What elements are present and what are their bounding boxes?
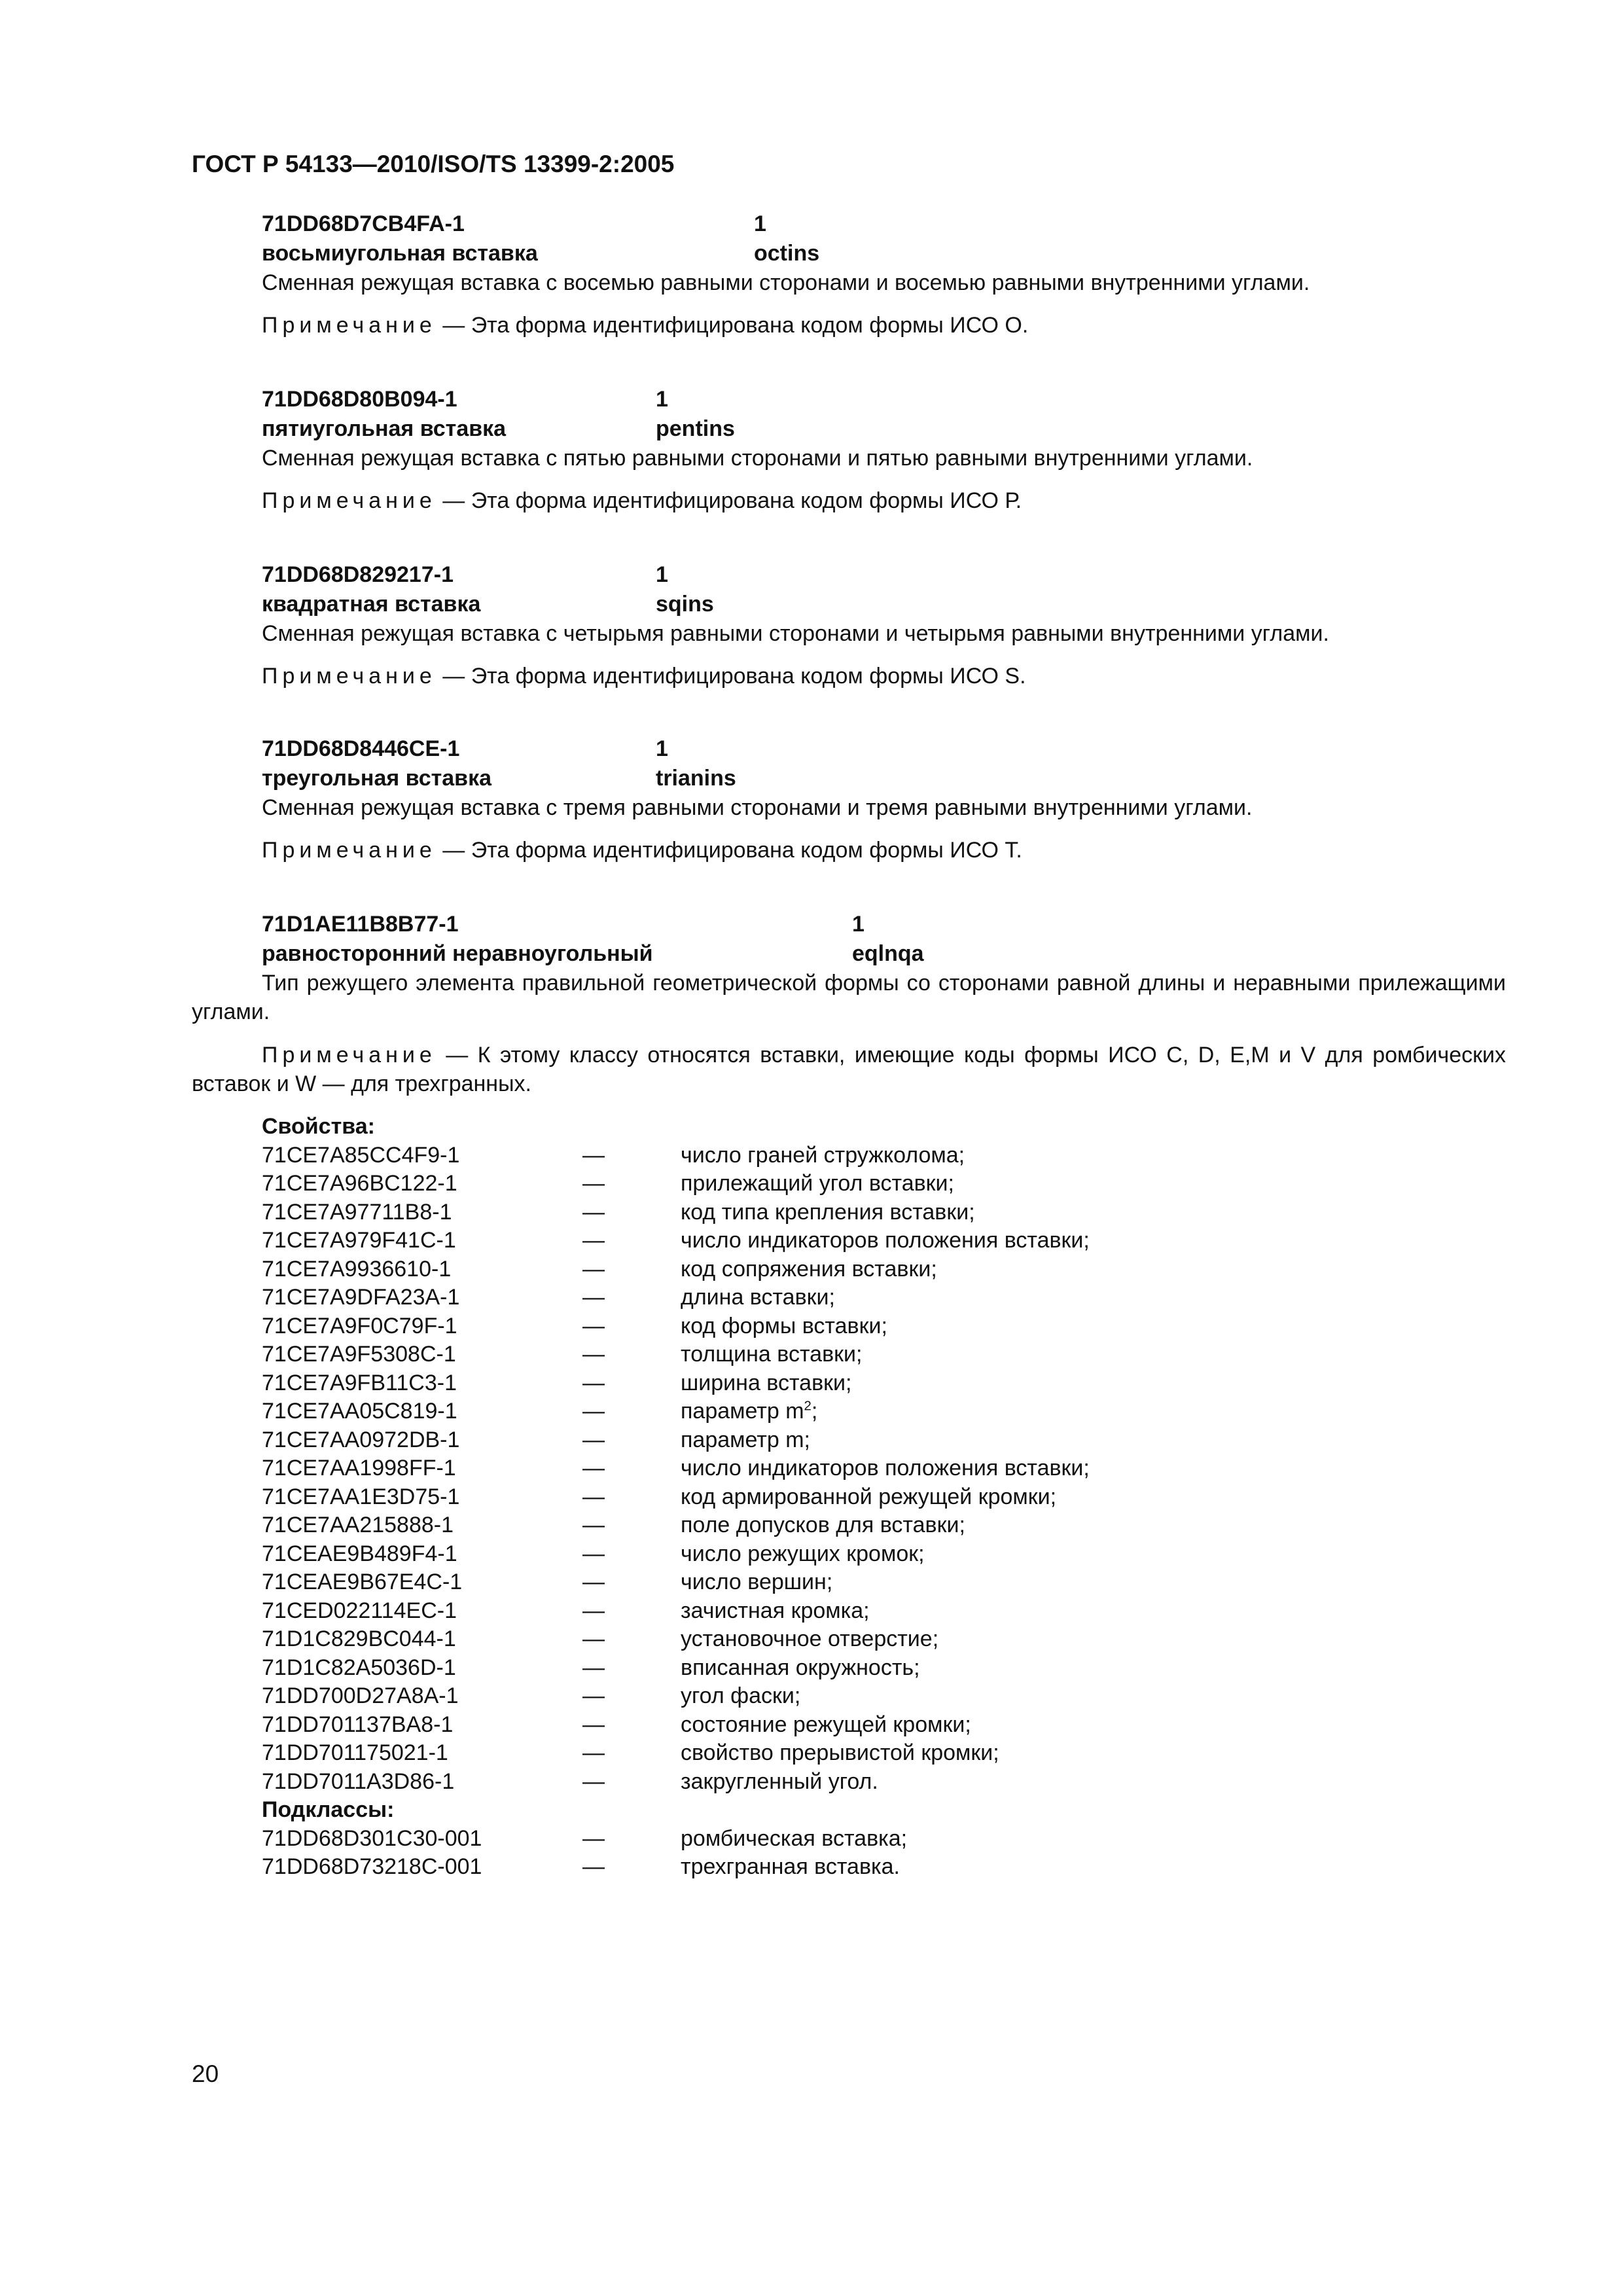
property-code: 71CE7A9FB11C3-1: [262, 1370, 457, 1395]
subclasses-label: Подклассы:: [262, 1797, 395, 1822]
property-description-text: число индикаторов положения вставки;: [681, 1456, 1090, 1480]
property-row: [262, 1568, 1440, 1597]
property-row: [262, 1483, 1440, 1512]
entry-note: [262, 486, 1505, 516]
property-row: [262, 1255, 1440, 1284]
property-description-text: поле допусков для вставки;: [681, 1513, 965, 1537]
property-description: [681, 1597, 870, 1626]
property-description: [681, 1141, 965, 1170]
entry-version: 1: [656, 736, 668, 761]
property-dash: —: [582, 1256, 605, 1282]
property-description-text: угол фаски;: [681, 1683, 801, 1708]
entry-version: 1: [656, 387, 668, 412]
property-description: [681, 1255, 937, 1284]
property-row: [262, 1397, 1440, 1426]
entry-code: 71DD68D8446CE-1: [262, 736, 460, 761]
property-description: [681, 1283, 835, 1312]
property-row: [262, 1454, 1440, 1483]
property-code: 71CEAE9B67E4C-1: [262, 1570, 463, 1594]
property-row: [262, 1739, 1440, 1768]
entry-sqins: [262, 560, 1505, 691]
property-dash: —: [582, 1142, 605, 1168]
property-description-text: вписанная окружность;: [681, 1655, 920, 1680]
entry-note: [262, 662, 1505, 691]
property-description-text: установочное отверстие;: [681, 1626, 939, 1651]
entry-id-row: [262, 209, 1505, 239]
entry-name: равносторонний неравноугольный: [262, 941, 653, 966]
property-code: 71D1C82A5036D-1: [262, 1655, 456, 1680]
property-dash: —: [582, 1570, 605, 1594]
property-code: 71D1C829BC044-1: [262, 1626, 456, 1651]
property-dash: —: [582, 1484, 605, 1509]
property-description: [681, 1198, 975, 1227]
property-description: [681, 1340, 862, 1369]
subclass-dash: —: [582, 1854, 605, 1879]
property-code: 71DD701137BA8-1: [262, 1712, 454, 1737]
property-code: 71CE7A9F0C79F-1: [262, 1313, 457, 1338]
property-description: [681, 1654, 920, 1683]
property-row: [262, 1768, 1440, 1797]
note-label: Примечание: [262, 313, 437, 338]
note-label: Примечание: [262, 664, 437, 689]
entry-version: 1: [656, 562, 668, 587]
properties-list: [262, 1141, 1440, 1797]
entry-octins: [262, 209, 1505, 340]
note-text: — Эта форма идентифицирована кодом формы ИСО S.: [436, 664, 1026, 689]
property-dash: —: [582, 1456, 605, 1480]
entry-note: [262, 836, 1505, 865]
property-dash: —: [582, 1740, 605, 1765]
property-dash: —: [582, 1171, 605, 1196]
property-dash: —: [582, 1683, 605, 1708]
note-text: — Эта форма идентифицирована кодом формы ИСО Т.: [436, 838, 1022, 863]
property-code: 71CE7AA215888-1: [262, 1513, 454, 1537]
property-description-text: число индикаторов положения вставки;: [681, 1228, 1090, 1253]
property-description: [681, 1625, 938, 1654]
property-code: 71DD7011A3D86-1: [262, 1768, 455, 1794]
property-code: 71CE7A97711B8-1: [262, 1199, 452, 1225]
property-dash: —: [582, 1513, 605, 1537]
property-description-text: код сопряжения вставки;: [681, 1256, 937, 1282]
property-description-text: ширина вставки;: [681, 1370, 852, 1395]
entry-name: пятиугольная вставка: [262, 416, 507, 441]
property-dash: —: [582, 1313, 605, 1338]
note-label: Примечание: [262, 1043, 437, 1067]
property-description: [681, 1397, 817, 1426]
property-dash: —: [582, 1598, 605, 1623]
property-dash: —: [582, 1712, 605, 1737]
property-code: 71CE7A979F41C-1: [262, 1228, 456, 1253]
property-description: [681, 1483, 1056, 1512]
property-row: [262, 1369, 1440, 1398]
entry-abbr: sqins: [656, 592, 714, 617]
entry-name-row: [262, 764, 1505, 793]
entry-name-row: [262, 239, 1505, 268]
property-description-text: число вершин;: [681, 1570, 833, 1594]
subclass-description: [681, 1853, 900, 1882]
entry-definition-block: [192, 969, 1506, 1098]
property-row: [262, 1625, 1440, 1654]
property-dash: —: [582, 1199, 605, 1225]
entry-definition: Сменная режущая вставка с пятью равными сторонами и пятью равными внутренними углами.: [262, 446, 1253, 471]
property-code: 71CE7AA0972DB-1: [262, 1427, 460, 1452]
property-row: [262, 1283, 1440, 1312]
entry-id-row: [262, 560, 1505, 590]
property-row: [262, 1227, 1440, 1255]
property-row: [262, 1682, 1440, 1711]
property-row: [262, 1426, 1440, 1455]
property-description-text: код формы вставки;: [681, 1313, 887, 1338]
subclass-row: [262, 1853, 1440, 1882]
entry-name-row: [262, 590, 1505, 619]
property-row: [262, 1141, 1440, 1170]
property-row: [262, 1312, 1440, 1341]
property-dash: —: [582, 1655, 605, 1680]
property-description-text: состояние режущей кромки;: [681, 1712, 971, 1737]
property-description: [681, 1426, 810, 1455]
property-code: 71CED022114EC-1: [262, 1598, 457, 1623]
entry-name: восьмиугольная вставка: [262, 241, 538, 266]
entry-definition: Тип режущего элемента правильной геометрической формы со сторонами равной длины и неравными прилежащими углами.: [192, 971, 1506, 1024]
property-description-tail: ;: [811, 1399, 818, 1424]
entry-abbr: pentins: [656, 416, 735, 441]
subclass-description-text: ромбическая вставка;: [681, 1825, 908, 1851]
page-number: 20: [192, 2060, 219, 2087]
property-row: [262, 1511, 1440, 1540]
entry-abbr: eqlnqa: [852, 941, 924, 966]
property-row: [262, 1170, 1440, 1198]
property-description-text: число режущих кромок;: [681, 1541, 925, 1566]
property-dash: —: [582, 1399, 605, 1424]
property-description-text: параметр m;: [681, 1427, 810, 1452]
properties-label: Свойства:: [262, 1114, 375, 1139]
entry-version: 1: [852, 912, 865, 937]
property-description: [681, 1227, 1090, 1255]
property-dash: —: [582, 1626, 605, 1651]
property-code: 71CE7A96BC122-1: [262, 1171, 457, 1196]
note-text: — К этому классу относятся вставки, имеющие коды формы ИСО C, D, E,M и V для ромбических вставок и W — для трехгранных.: [192, 1043, 1506, 1096]
property-description: [681, 1568, 832, 1597]
property-row: [262, 1597, 1440, 1626]
property-description-text: толщина вставки;: [681, 1342, 863, 1367]
property-dash: —: [582, 1541, 605, 1566]
property-description: [681, 1312, 887, 1341]
entry-code: 71DD68D7CB4FA-1: [262, 211, 465, 236]
property-code: 71CE7A9F5308C-1: [262, 1342, 456, 1367]
note-label: Примечание: [262, 488, 437, 513]
property-code: 71CE7AA1998FF-1: [262, 1456, 456, 1480]
entry-definition: Сменная режущая вставка с тремя равными сторонами и тремя равными внутренними углами.: [262, 795, 1253, 820]
property-description: [681, 1511, 965, 1540]
property-description-text: код армированной режущей кромки;: [681, 1484, 1057, 1509]
entry-code: 71DD68D80B094-1: [262, 387, 457, 412]
entry-name: треугольная вставка: [262, 766, 492, 791]
property-description-text: закругленный угол.: [681, 1768, 878, 1794]
property-description: [681, 1170, 954, 1198]
entry-name: квадратная вставка: [262, 592, 481, 617]
property-code: 71CE7AA1E3D75-1: [262, 1484, 460, 1509]
subclasses-list: [262, 1825, 1440, 1882]
note-label: Примечание: [262, 838, 437, 863]
property-code: 71CEAE9B489F4-1: [262, 1541, 457, 1566]
note-text: — Эта форма идентифицирована кодом формы ИСО Р.: [436, 488, 1022, 513]
property-description-text: длина вставки;: [681, 1285, 835, 1310]
property-row: [262, 1198, 1440, 1227]
standard-title: ГОСТ Р 54133—2010/ISO/TS 13399-2:2005: [192, 151, 675, 177]
subclass-description-text: трехгранная вставка.: [681, 1854, 901, 1879]
property-description-text: код типа крепления вставки;: [681, 1199, 975, 1225]
subclass-description: [681, 1825, 907, 1854]
entry-name-row: [262, 939, 1505, 969]
entry-id-row: [262, 385, 1505, 414]
entry-id-row: [262, 734, 1505, 764]
property-row: [262, 1340, 1440, 1369]
entry-eqlnqa: [262, 910, 1505, 969]
entry-abbr: trianins: [656, 766, 736, 791]
property-description-text: параметр m: [681, 1399, 804, 1424]
entry-version: 1: [754, 211, 766, 236]
subclass-code: 71DD68D73218C-001: [262, 1854, 482, 1879]
property-dash: —: [582, 1228, 605, 1253]
entry-code: 71DD68D829217-1: [262, 562, 454, 587]
property-dash: —: [582, 1370, 605, 1395]
property-superscript: 2: [804, 1399, 812, 1414]
properties-section: [262, 1113, 1440, 1882]
note-text: — Эта форма идентифицирована кодом формы ИСО О.: [436, 313, 1029, 338]
property-description: [681, 1682, 800, 1711]
property-description: [681, 1739, 999, 1768]
property-description-text: число граней стружколома;: [681, 1142, 965, 1168]
property-description-text: зачистная кромка;: [681, 1598, 870, 1623]
subclass-dash: —: [582, 1825, 605, 1851]
property-code: 71CE7A9DFA23A-1: [262, 1285, 460, 1310]
property-description: [681, 1540, 925, 1569]
subclass-code: 71DD68D301C30-001: [262, 1825, 482, 1851]
entry-name-row: [262, 414, 1505, 444]
entry-code: 71D1AE11B8B77-1: [262, 912, 459, 937]
property-row: [262, 1540, 1440, 1569]
property-description: [681, 1768, 878, 1797]
property-dash: —: [582, 1342, 605, 1367]
entry-pentins: [262, 385, 1505, 516]
property-dash: —: [582, 1768, 605, 1794]
entry-abbr: octins: [754, 241, 820, 266]
property-code: 71CE7A85CC4F9-1: [262, 1142, 460, 1168]
property-description: [681, 1369, 851, 1398]
property-code: 71CE7A9936610-1: [262, 1256, 452, 1282]
property-description: [681, 1454, 1090, 1483]
entry-trianins: [262, 734, 1505, 865]
property-code: 71DD701175021-1: [262, 1740, 448, 1765]
entry-id-row: [262, 910, 1505, 939]
property-description: [681, 1711, 971, 1740]
entry-definition: Сменная режущая вставка с четырьмя равными сторонами и четырьмя равными внутренними углами.: [262, 621, 1329, 646]
property-code: 71DD700D27A8A-1: [262, 1683, 459, 1708]
property-dash: —: [582, 1285, 605, 1310]
property-description-text: свойство прерывистой кромки;: [681, 1740, 999, 1765]
entry-note: [192, 1041, 1506, 1098]
property-row: [262, 1711, 1440, 1740]
property-code: 71CE7AA05C819-1: [262, 1399, 457, 1424]
property-description-text: прилежащий угол вставки;: [681, 1171, 954, 1196]
entry-definition: Сменная режущая вставка с восемью равными сторонами и восемью равными внутренними углами.: [262, 270, 1310, 295]
property-dash: —: [582, 1427, 605, 1452]
entry-note: [262, 311, 1505, 340]
property-row: [262, 1654, 1440, 1683]
subclass-row: [262, 1825, 1440, 1854]
